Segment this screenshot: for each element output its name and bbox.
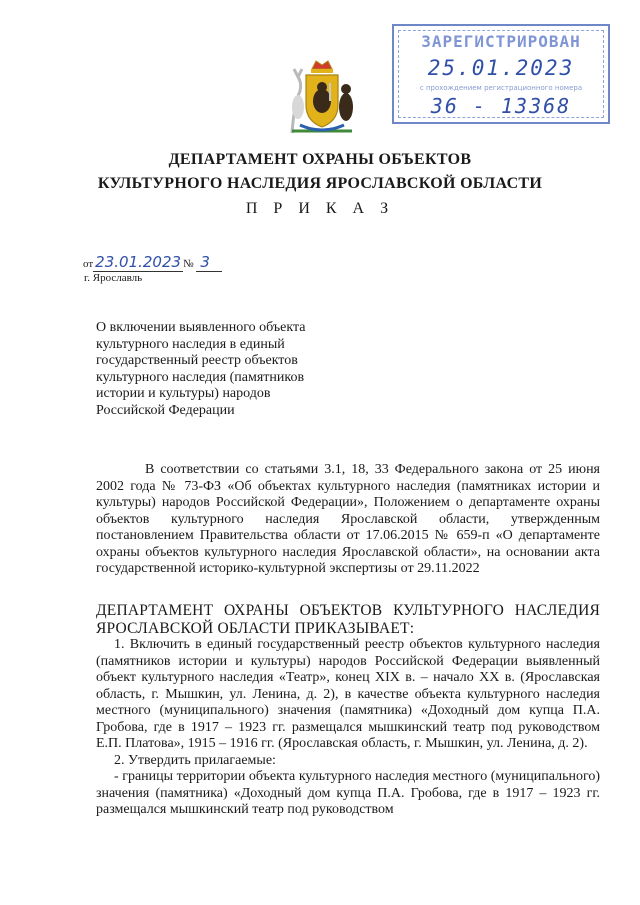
city: г. Ярославль <box>84 272 143 284</box>
coat-of-arms-icon <box>286 55 358 137</box>
item-2-subitem-paragraph: - границы территории объекта культурного наследия местного (муниципального) значения (памятника) «Доходный дом купца П.А. Гробова, где в 1917 – 1923 гг. размещался мышкинский театр под руководством <box>96 769 600 817</box>
order-number: 3 <box>196 253 222 272</box>
subject-line: О включении выявленного объекта <box>96 320 306 335</box>
preamble-block <box>96 462 600 578</box>
number-label: № <box>183 258 194 270</box>
department-heading <box>60 148 580 196</box>
preamble-paragraph: В соответствии со статьями 3.1, 18, 33 Федерального закона от 25 июня 2002 года № 73-ФЗ «Об объектах культурного наследия (памятниках истории и культуры) народов Российской Федерации», Положением о департаменте охраны объектов культурного наследия Ярославской области, утвержденным постановлением Правительства области от 17.06.2015 № 659-п «О департаменте охраны объектов культурного наследия Ярославской области», на основании акта государственной историко-культурной экспертизы от 29.11.2022 <box>96 462 600 576</box>
stamp-date: 25.01.2023 <box>427 56 575 80</box>
item-2-paragraph: 2. Утвердить прилагаемые: <box>114 752 276 768</box>
order-date: 23.01.2023 <box>95 253 182 271</box>
subject-line: культурного наследия (памятников <box>96 369 305 385</box>
order-date-line <box>83 253 222 271</box>
subject-line: Российской Федерации <box>96 402 235 418</box>
stamp-number: 36 - 13368 <box>430 94 572 118</box>
department-line-2: КУЛЬТУРНОГО НАСЛЕДИЯ ЯРОСЛАВСКОЙ ОБЛАСТИ <box>97 175 543 192</box>
registration-stamp <box>392 24 610 124</box>
decree-heading: ДЕПАРТАМЕНТ ОХРАНЫ ОБЪЕКТОВ КУЛЬТУРНОГО НАСЛЕДИЯ ЯРОСЛАВСКОЙ ОБЛАСТИ ПРИКАЗЫВАЕТ: <box>96 602 600 637</box>
order-items <box>96 637 600 819</box>
subject-line: истории и культуры) народов <box>96 386 271 401</box>
document-type: П Р И К А З <box>245 200 395 217</box>
from-label: от <box>83 258 94 270</box>
item-1-paragraph: 1. Включить в единый государственный реестр объектов культурного наследия (памятников истории и культуры) народов Российской Федерации выявленный объект культурного наследия «Театр», конец XIX в. – начало XX в. (Ярославская область, г. Мышкин, ул. Ленина, д. 2), в качестве объекта культурного наследия местного (муниципального) значения (памятника) «Доходный дом купца П.А. Гробова, где в 1917 – 1923 гг. размещался мышкинский театр под руководством Е.П. Платова», 1915 – 1916 гг. (Ярославская область, г. Мышкин, ул. Ленина, д. 2). <box>96 637 600 751</box>
subject-line: культурного наследия в единый <box>96 336 285 352</box>
stamp-title: ЗАРЕГИСТРИРОВАН <box>421 32 581 51</box>
subject-line: государственный реестр объектов <box>96 353 298 368</box>
department-line-1: ДЕПАРТАМЕНТ ОХРАНЫ ОБЪЕКТОВ <box>168 151 472 168</box>
stamp-note: с прохождением регистрационного номера <box>419 84 583 92</box>
order-subject <box>96 320 346 419</box>
